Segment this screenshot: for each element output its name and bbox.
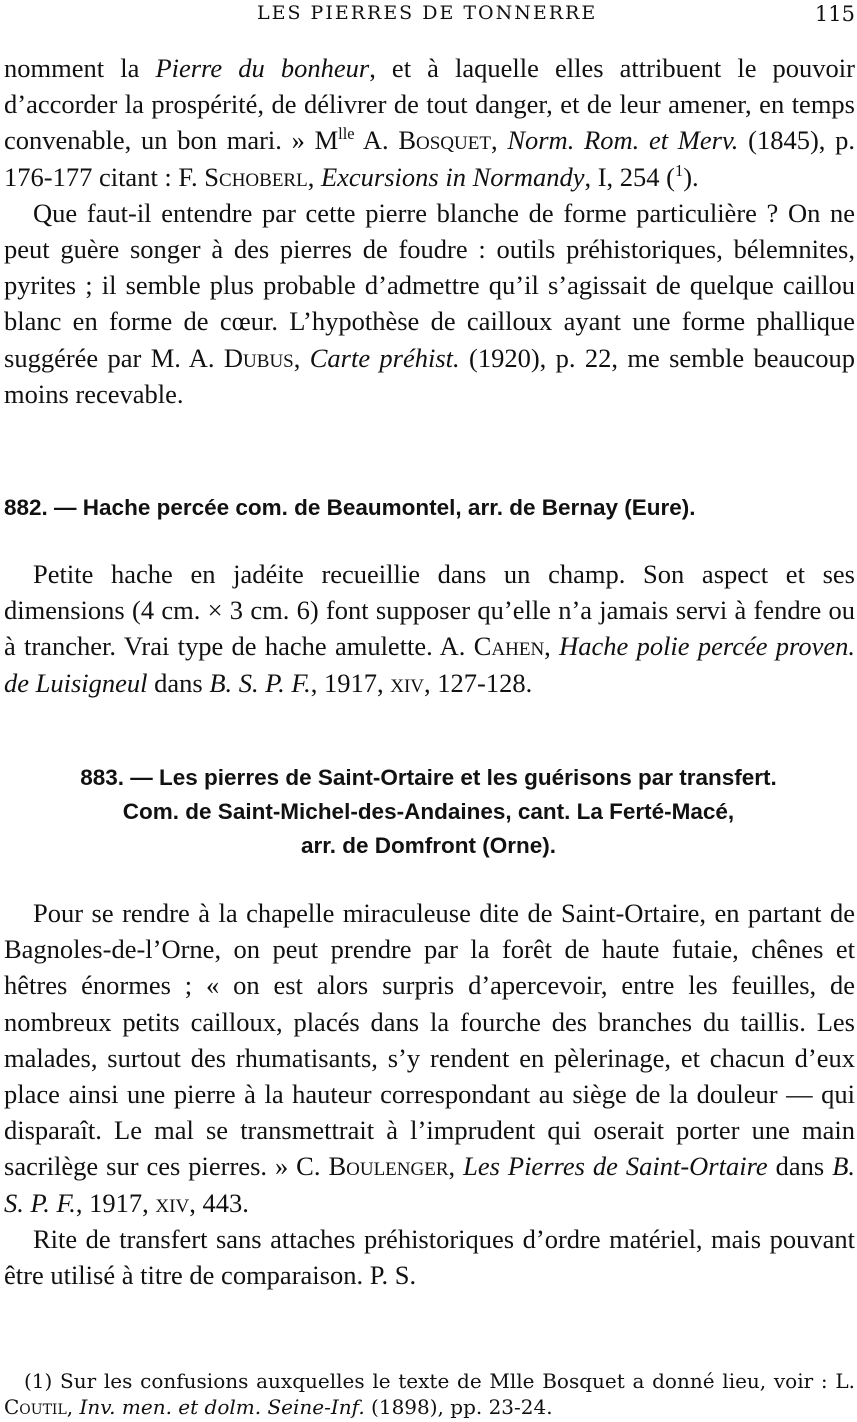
author-name: Boulenger [328,1151,449,1182]
text-run: (1845), p. 176-177 citant : F. [4,125,855,192]
text-run: Petite hache en jadéite recueillie dans un champ. Son aspect et ses dimensions (4 cm. × 3 cm. 6) font supposer qu’elle n’a jamais servi à fendre ou à trancher. Vrai type de hache amulette. A. [4,559,855,662]
text-run: (1920), p. 22, me semble beaucoup moins recevable. [4,342,856,409]
text-run: Pour se rendre à la chapelle miraculeuse dite de Saint-Ortaire, en partant de Bagnoles-de-l’Orne, on peut prendre par la forêt de haute futaie, chênes et hêtres énormes ; « on est alors surpris d’apercevoir, entre les feuilles, de nombreux petits cailloux, placés dans la fourche des branches du taillis. Les malades, surtout des rhumatisants, s’y rendent en pèlerinage, et chacun d’eux place ainsi une pierre à la hauteur correspondant au siège de la douleur — qui disparaît. Le mal se transmettrait à l’imprudent qui oserait porter une main sacrilège sur ces pierres. » C. [4,898,855,1182]
footnote [4,1368,855,1420]
heading-line: Com. de Saint-Michel-des-Andaines, cant. La Ferté-Macé, [122,799,735,824]
text-run: , 1917, [75,1187,156,1218]
text-run: , 443. [189,1187,249,1218]
text-run: (1898), pp. 23-24. [364,1395,553,1419]
footnote-text [4,1368,855,1420]
running-head [0,2,857,28]
footnote-ref: 1 [675,160,684,180]
text-run: , I, 254 ( [584,161,676,192]
running-title: LES PIERRES DE TONNERRE [257,2,598,24]
volume-number: xiv [390,667,425,698]
text-block-top [4,50,855,412]
italic-title: Les Pierres de Saint-Ortaire [463,1151,768,1182]
italic-title: B. S. P. F. [209,667,311,698]
text-run: , 127-128. [424,667,533,698]
text-block-882 [4,556,855,701]
author-name: Coutil [4,1395,67,1419]
italic-title: B. S. P. F. [4,1151,856,1218]
heading-line: arr. de Domfront (Orne). [300,833,557,858]
author-name: Dubus [223,342,294,373]
text-run: A. [354,125,399,156]
text-run: , [448,1151,464,1182]
text-block-883 [4,895,855,1293]
italic-title: Norm. Rom. et Merv. [507,125,739,156]
text-run: , [307,161,321,192]
text-run: (1) Sur les confusions auxquelles le texte de Mlle Bosquet a donné lieu, voir : L. [24,1369,855,1393]
italic-title: Pierre du bonheur [155,53,370,83]
text-run: nomment la [4,53,156,83]
text-run: dans [147,667,210,698]
italic-title: Hache polie percée proven. de Luisigneul [4,631,856,698]
text-run: ). [683,161,699,192]
author-name: Schoberl [204,161,308,192]
volume-number: xiv [155,1187,190,1218]
author-name: Bosquet [398,125,491,156]
text-run: , [544,631,560,662]
paragraph: Rite de transfert sans attaches préhistoriques d’ordre matériel, mais pouvant être utilisé à titre de comparaison. P. S. [4,1223,855,1291]
text-run: Que faut-il entendre par cette pierre blanche de forme particulière ? On ne peut guère songer à des pierres de foudre : outils préhistoriques, bélemnites, pyrites ; il semble plus probable d’admettre qu’il s’agissait de quelque caillou blanc en forme de cœur. L’hypothèse de cailloux ayant une forme phallique suggérée par M. A. [4,197,855,373]
text-run: , et à laquelle elles attribuent le pouvoir d’accorder la prospérité, de délivrer de tout danger, et de leur amener, en temps convenable, un bon mari. » M [4,53,855,156]
italic-title: Carte préhist. [309,342,460,373]
text-run: , 1917, [310,667,391,698]
italic-title: Excursions in Normandy [320,161,585,192]
text-run: , [490,125,508,156]
section-heading-882: 882. — Hache percée com. de Beaumontel, arr. de Bernay (Eure). [4,495,696,520]
superscript: lle [338,124,355,144]
text-run: , [293,342,310,373]
text-run: dans [767,1151,833,1182]
section-heading-883 [0,761,857,863]
italic-title: Inv. men. et dolm. Seine-Inf. [79,1395,365,1419]
paragraph [4,895,855,1221]
paragraph [4,556,855,701]
heading-line: 883. — Les pierres de Saint-Ortaire et les guérisons par transfert. [80,765,777,790]
paragraph [4,195,855,412]
page-number: 115 [814,2,855,26]
text-run: , [66,1395,80,1419]
author-name: Cahen [473,631,545,662]
paragraph-continuation [4,50,855,195]
